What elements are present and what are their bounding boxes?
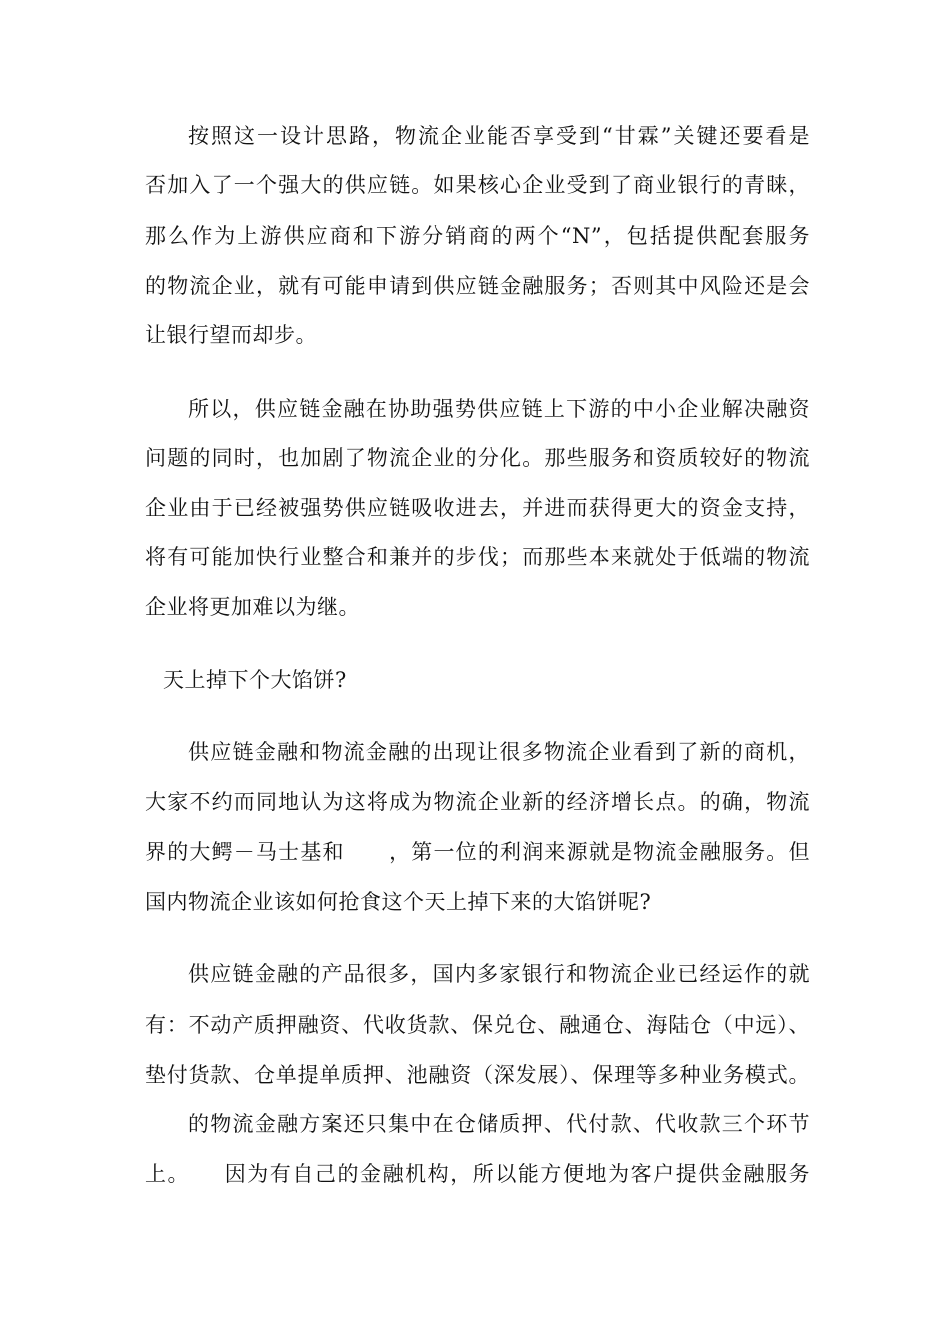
paragraph-2-line-3: 企业由于已经被强势供应链吸收进去，并进而获得更大的资金支持， [145, 496, 810, 520]
paragraph-2-line-5: 企业将更加难以为继。 [145, 595, 360, 619]
paragraph-2-line-4: 将有可能加快行业整合和兼并的步伐；而那些本来就处于低端的物流 [145, 545, 810, 569]
paragraph-4-line-5: 上。 因为有自己的金融机构，所以能方便地为客户提供金融服务 [145, 1162, 810, 1186]
paragraph-4-line-2: 有：不动产质押融资、代收货款、保兑仓、融通仓、海陆仓（中远）、 [145, 1013, 810, 1037]
paragraph-3-line-3: 界的大鳄－马士基和 ，第一位的利润来源就是物流金融服务。但 [145, 840, 810, 864]
paragraph-3-line-4: 国内物流企业该如何抢食这个天上掉下来的大馅饼呢? [145, 890, 652, 914]
paragraph-2-line-2: 问题的同时，也加剧了物流企业的分化。那些服务和资质较好的物流 [145, 446, 810, 470]
paragraph-1-line-3: 那么作为上游供应商和下游分销商的两个“N”，包括提供配套服务 [145, 224, 810, 248]
paragraph-3-line-1: 供应链金融和物流金融的出现让很多物流企业看到了新的商机， [188, 740, 810, 764]
paragraph-4-line-3: 垫付货款、仓单提单质押、池融资（深发展）、保理等多种业务模式。 [145, 1063, 810, 1087]
paragraph-2-line-1: 所以，供应链金融在协助强势供应链上下游的中小企业解决融资 [188, 397, 810, 421]
paragraph-1-line-5: 让银行望而却步。 [145, 323, 317, 347]
section-heading: 天上掉下个大馅饼? [163, 668, 347, 692]
paragraph-1-line-2: 否加入了一个强大的供应链。如果核心企业受到了商业银行的青睐， [145, 173, 810, 197]
paragraph-1-line-4: 的物流企业，就有可能申请到供应链金融服务；否则其中风险还是会 [145, 274, 810, 298]
paragraph-1-line-1: 按照这一设计思路，物流企业能否享受到“甘霖”关键还要看是 [188, 124, 810, 148]
paragraph-4-line-4: 的物流金融方案还只集中在仓储质押、代付款、代收款三个环节 [188, 1112, 810, 1136]
paragraph-4-line-1: 供应链金融的产品很多，国内多家银行和物流企业已经运作的就 [188, 962, 810, 986]
paragraph-3-line-2: 大家不约而同地认为这将成为物流企业新的经济增长点。的确，物流 [145, 790, 810, 814]
